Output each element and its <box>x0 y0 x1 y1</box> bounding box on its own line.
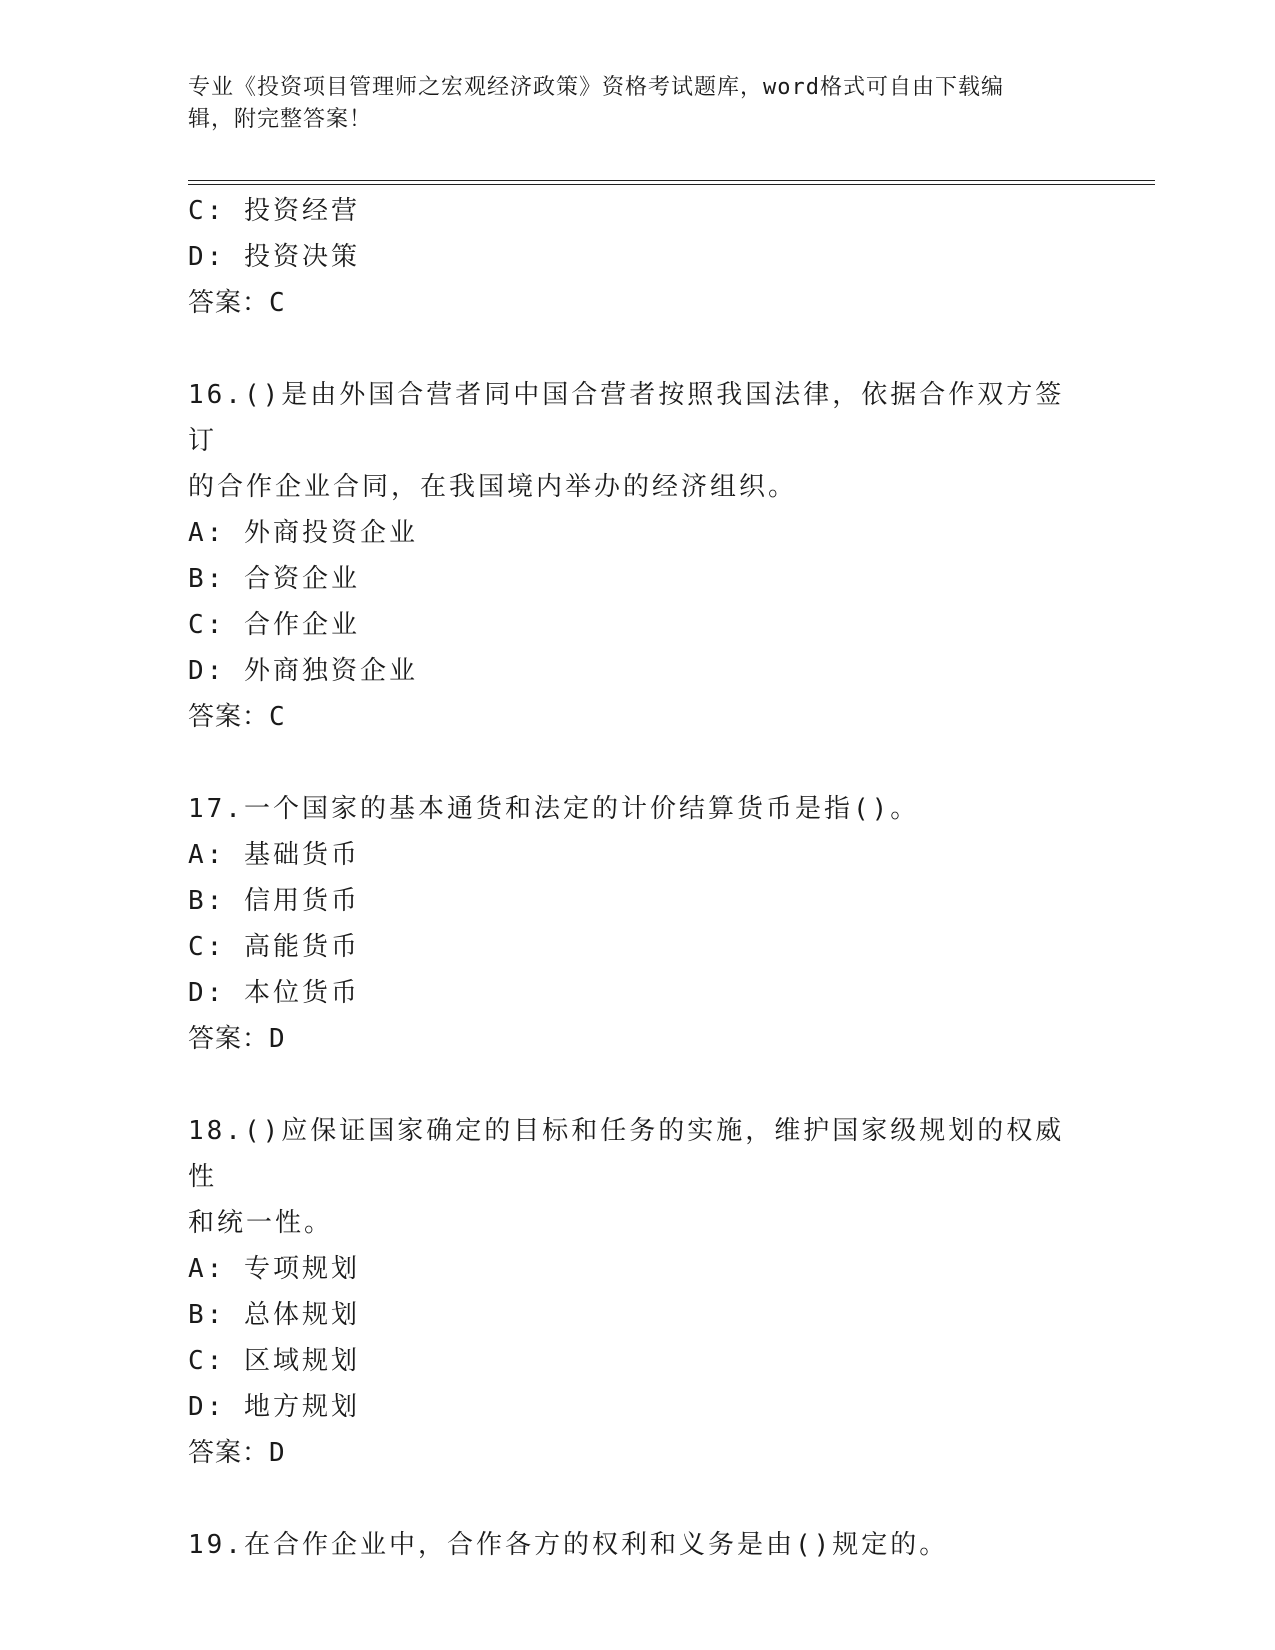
answer-line: 答案：D <box>188 1438 286 1468</box>
question-list <box>188 188 1088 1568</box>
question-text: 16.()是由外国合营者同中国合营者按照我国法律，依据合作双方签订 的合作企业合同，在我国境内举办的经济组织。 <box>188 380 1065 502</box>
answer-line: 答案：D <box>188 1024 286 1054</box>
question-16 <box>188 372 1088 740</box>
page-header <box>188 72 1088 136</box>
answer-line: 答案：C <box>188 702 286 732</box>
option-d: D: 投资决策 <box>188 242 360 272</box>
option-a: A: 专项规划 <box>188 1254 360 1284</box>
question-text: 18.()应保证国家确定的目标和任务的实施，维护国家级规划的权威性 和统一性。 <box>188 1116 1065 1238</box>
question-18 <box>188 1108 1088 1476</box>
header-divider-top <box>188 180 1155 181</box>
answer-line: 答案：C <box>188 288 286 318</box>
option-b: B: 合资企业 <box>188 564 360 594</box>
header-line-1: 专业《投资项目管理师之宏观经济政策》资格考试题库，word格式可自由下载编 <box>188 75 1004 100</box>
option-b: B: 信用货币 <box>188 886 360 916</box>
question-17 <box>188 786 1088 1062</box>
option-d: D: 外商独资企业 <box>188 656 418 686</box>
header-divider-bottom <box>188 184 1155 185</box>
option-c: C: 区域规划 <box>188 1346 360 1376</box>
header-line-2: 辑，附完整答案！ <box>188 107 373 132</box>
question-text: 19.在合作企业中，合作各方的权利和义务是由()规定的。 <box>188 1530 949 1560</box>
option-c: C: 高能货币 <box>188 932 360 962</box>
option-c: C: 投资经营 <box>188 196 360 226</box>
option-a: A: 基础货币 <box>188 840 360 870</box>
option-c: C: 合作企业 <box>188 610 360 640</box>
option-d: D: 地方规划 <box>188 1392 360 1422</box>
question-19 <box>188 1522 1088 1568</box>
question-text: 17.一个国家的基本通货和法定的计价结算货币是指()。 <box>188 794 920 824</box>
option-d: D: 本位货币 <box>188 978 360 1008</box>
option-a: A: 外商投资企业 <box>188 518 418 548</box>
question-15-continued <box>188 188 1088 326</box>
option-b: B: 总体规划 <box>188 1300 360 1330</box>
